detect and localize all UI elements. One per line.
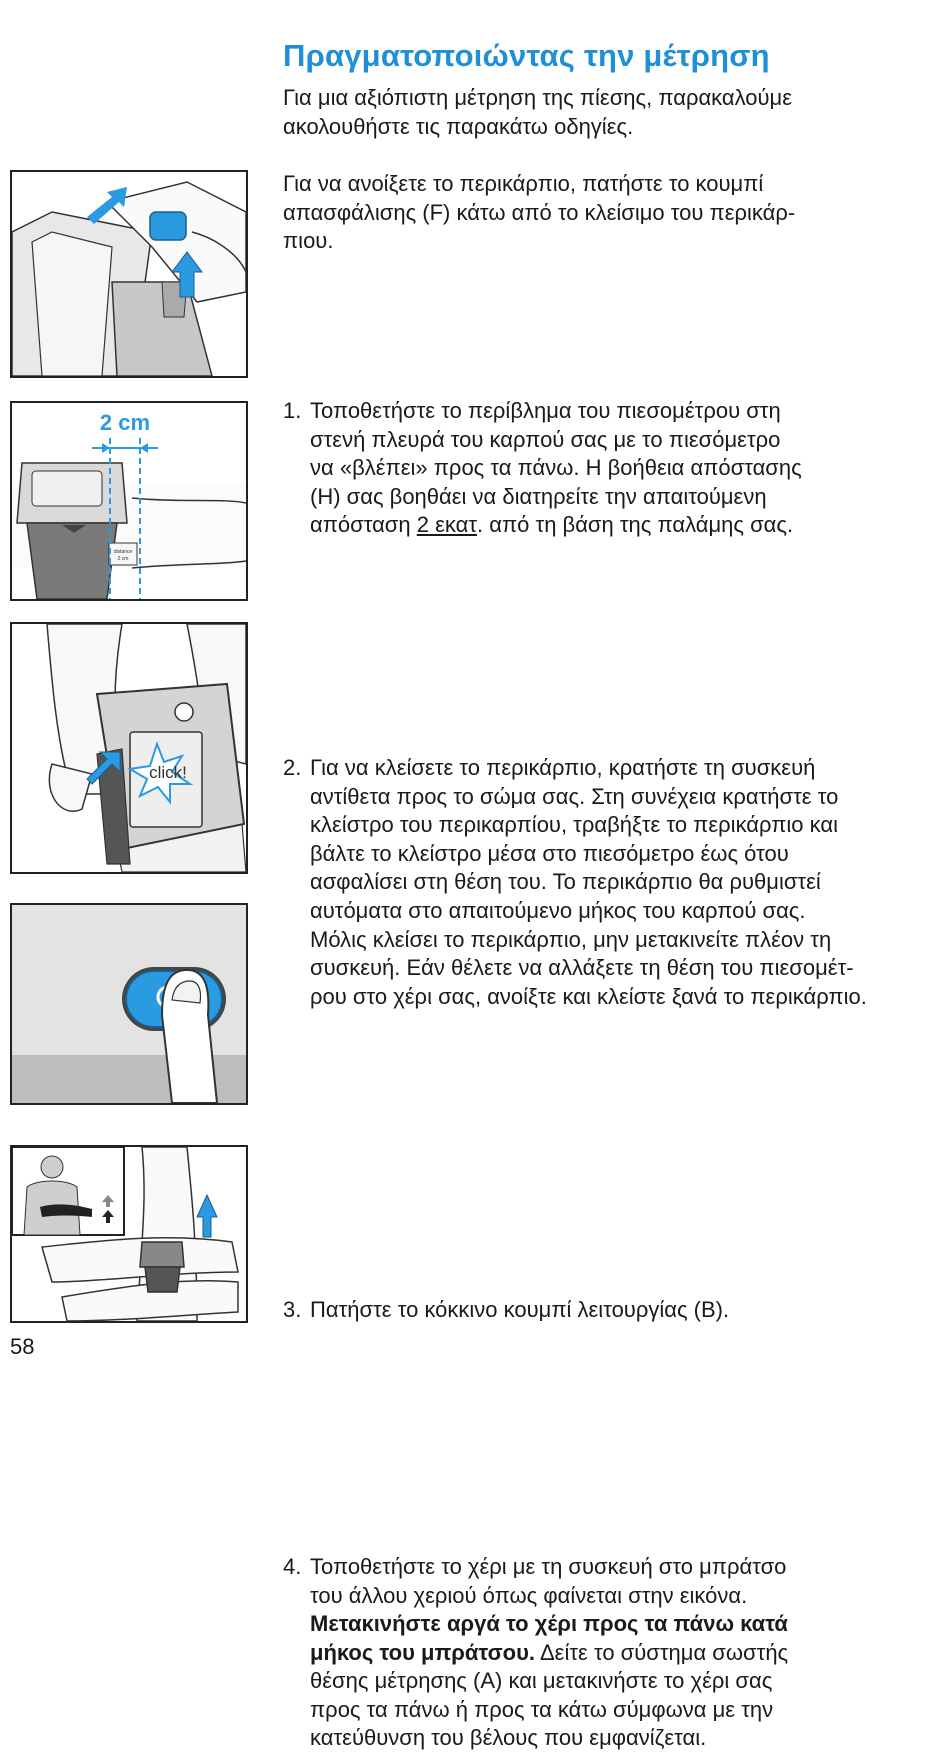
intro-line: Για μια αξιόπιστη μέτρηση της πίεσης, παρακαλούμε: [283, 85, 793, 110]
step-3: [283, 1296, 950, 1325]
open-cuff-line: πιου.: [283, 228, 334, 254]
figure-wrist-distance: [10, 401, 248, 601]
open-cuff-line: Για να ανοίξετε το περικάρπιο, πατήστε το κουμπί: [283, 171, 764, 196]
step-1: [283, 397, 950, 540]
step-number: 3.: [283, 1297, 302, 1323]
step-text: . από τη βάση της παλάμης σας.: [477, 512, 794, 538]
press-button-illustration: [12, 905, 246, 1103]
step-number: 4.: [283, 1553, 302, 1579]
step-text-bold: μήκος του μπράτσου.: [310, 1639, 536, 1665]
step-line: (H) σας βοηθάει να διατηρείτε την απαιτούμενη: [310, 483, 767, 509]
arm-position-illustration: [12, 1147, 246, 1321]
step-line: βάλτε το κλείστρο μέσα στο πιεσόμετρο έως ότου: [310, 840, 789, 866]
step-line: προς τα πάνω ή προς τα κάτω σύμφωνα με την: [310, 1696, 774, 1722]
step-number: 1.: [283, 398, 302, 423]
step-line: [310, 1639, 950, 1668]
distance-tag-text: 2 cm: [117, 556, 129, 562]
wrist-distance-illustration: [12, 403, 246, 599]
step-2: [283, 754, 950, 1011]
distance-underlined: 2 εκατ: [416, 512, 478, 538]
step-text: Δείτε το σύστημα σωστής: [535, 1639, 789, 1665]
step-line: Πατήστε το κόκκινο κουμπί λειτουργίας (B).: [310, 1297, 730, 1323]
step-line: κατεύθυνση του βέλους που εμφανίζεται.: [310, 1725, 707, 1751]
open-cuff-paragraph: [283, 170, 928, 256]
step-line: του άλλου χεριού όπως φαίνεται στην εικόνα.: [310, 1582, 748, 1608]
step-line: συσκευή. Εάν θέλετε να αλλάξετε τη θέση του πιεσομέτ-: [310, 955, 854, 981]
distance-label: 2 cm: [99, 410, 151, 435]
step-line: Τοποθετήστε το περίβλημα του πιεσομέτρου στη: [310, 398, 781, 423]
figure-open-cuff: [10, 170, 248, 378]
distance-tag-text: distance: [113, 549, 133, 555]
step-line: Μόλις κλείσει το περικάρπιο, μην μετακινείτε πλέον τη: [310, 926, 832, 952]
step-line: ρου στο χέρι σας, ανοίξτε και κλείστε ξανά το περικάρπιο.: [310, 983, 867, 1009]
step-text: απόσταση: [310, 512, 417, 538]
page-number: 58: [10, 1334, 35, 1359]
open-cuff-illustration: [12, 172, 246, 376]
step-line: στενή πλευρά του καρπού σας με το πιεσόμετρο: [310, 426, 781, 452]
step-number: 2.: [283, 754, 302, 780]
step-line: αυτόματα στο απαιτούμενο μήκος του καρπού σας.: [310, 897, 806, 923]
close-cuff-illustration: [12, 624, 246, 872]
step-line: Τοποθετήστε το χέρι με τη συσκευή στο μπράτσο: [310, 1553, 787, 1579]
step-line: ασφαλίσει στη θέση του. Το περικάρπιο θα ρυθμιστεί: [310, 869, 821, 895]
page-title: Πραγματοποιώντας την μέτρηση: [283, 38, 770, 73]
figure-arm-position: [10, 1145, 248, 1323]
step-line: [310, 511, 950, 540]
step-line: Για να κλείσετε το περικάρπιο, κρατήστε τη συσκευή: [310, 754, 816, 780]
figure-close-cuff: [10, 622, 248, 874]
step-line: αντίθετα προς το σώμα σας. Στη συνέχεια κρατήστε το: [310, 783, 839, 809]
step-4: [283, 1553, 950, 1753]
step-line: κλείστρο του περικαρπίου, τραβήξτε το περικάρπιο και: [310, 812, 838, 838]
step-line-bold: Μετακινήστε αργά το χέρι προς τα πάνω κατά: [310, 1611, 788, 1637]
step-line: θέσης μέτρησης (A) και μετακινήστε το χέρι σας: [310, 1668, 773, 1694]
intro-line: ακολουθήστε τις παρακάτω οδηγίες.: [283, 113, 634, 139]
click-label: click!: [149, 763, 187, 782]
intro-paragraph: [283, 84, 923, 141]
step-line: να «βλέπει» προς τα πάνω. Η βοήθεια απόστασης: [310, 455, 802, 481]
figure-press-button: [10, 903, 248, 1105]
open-cuff-line: απασφάλισης (F) κάτω από το κλείσιμο του περικάρ-: [283, 199, 796, 225]
